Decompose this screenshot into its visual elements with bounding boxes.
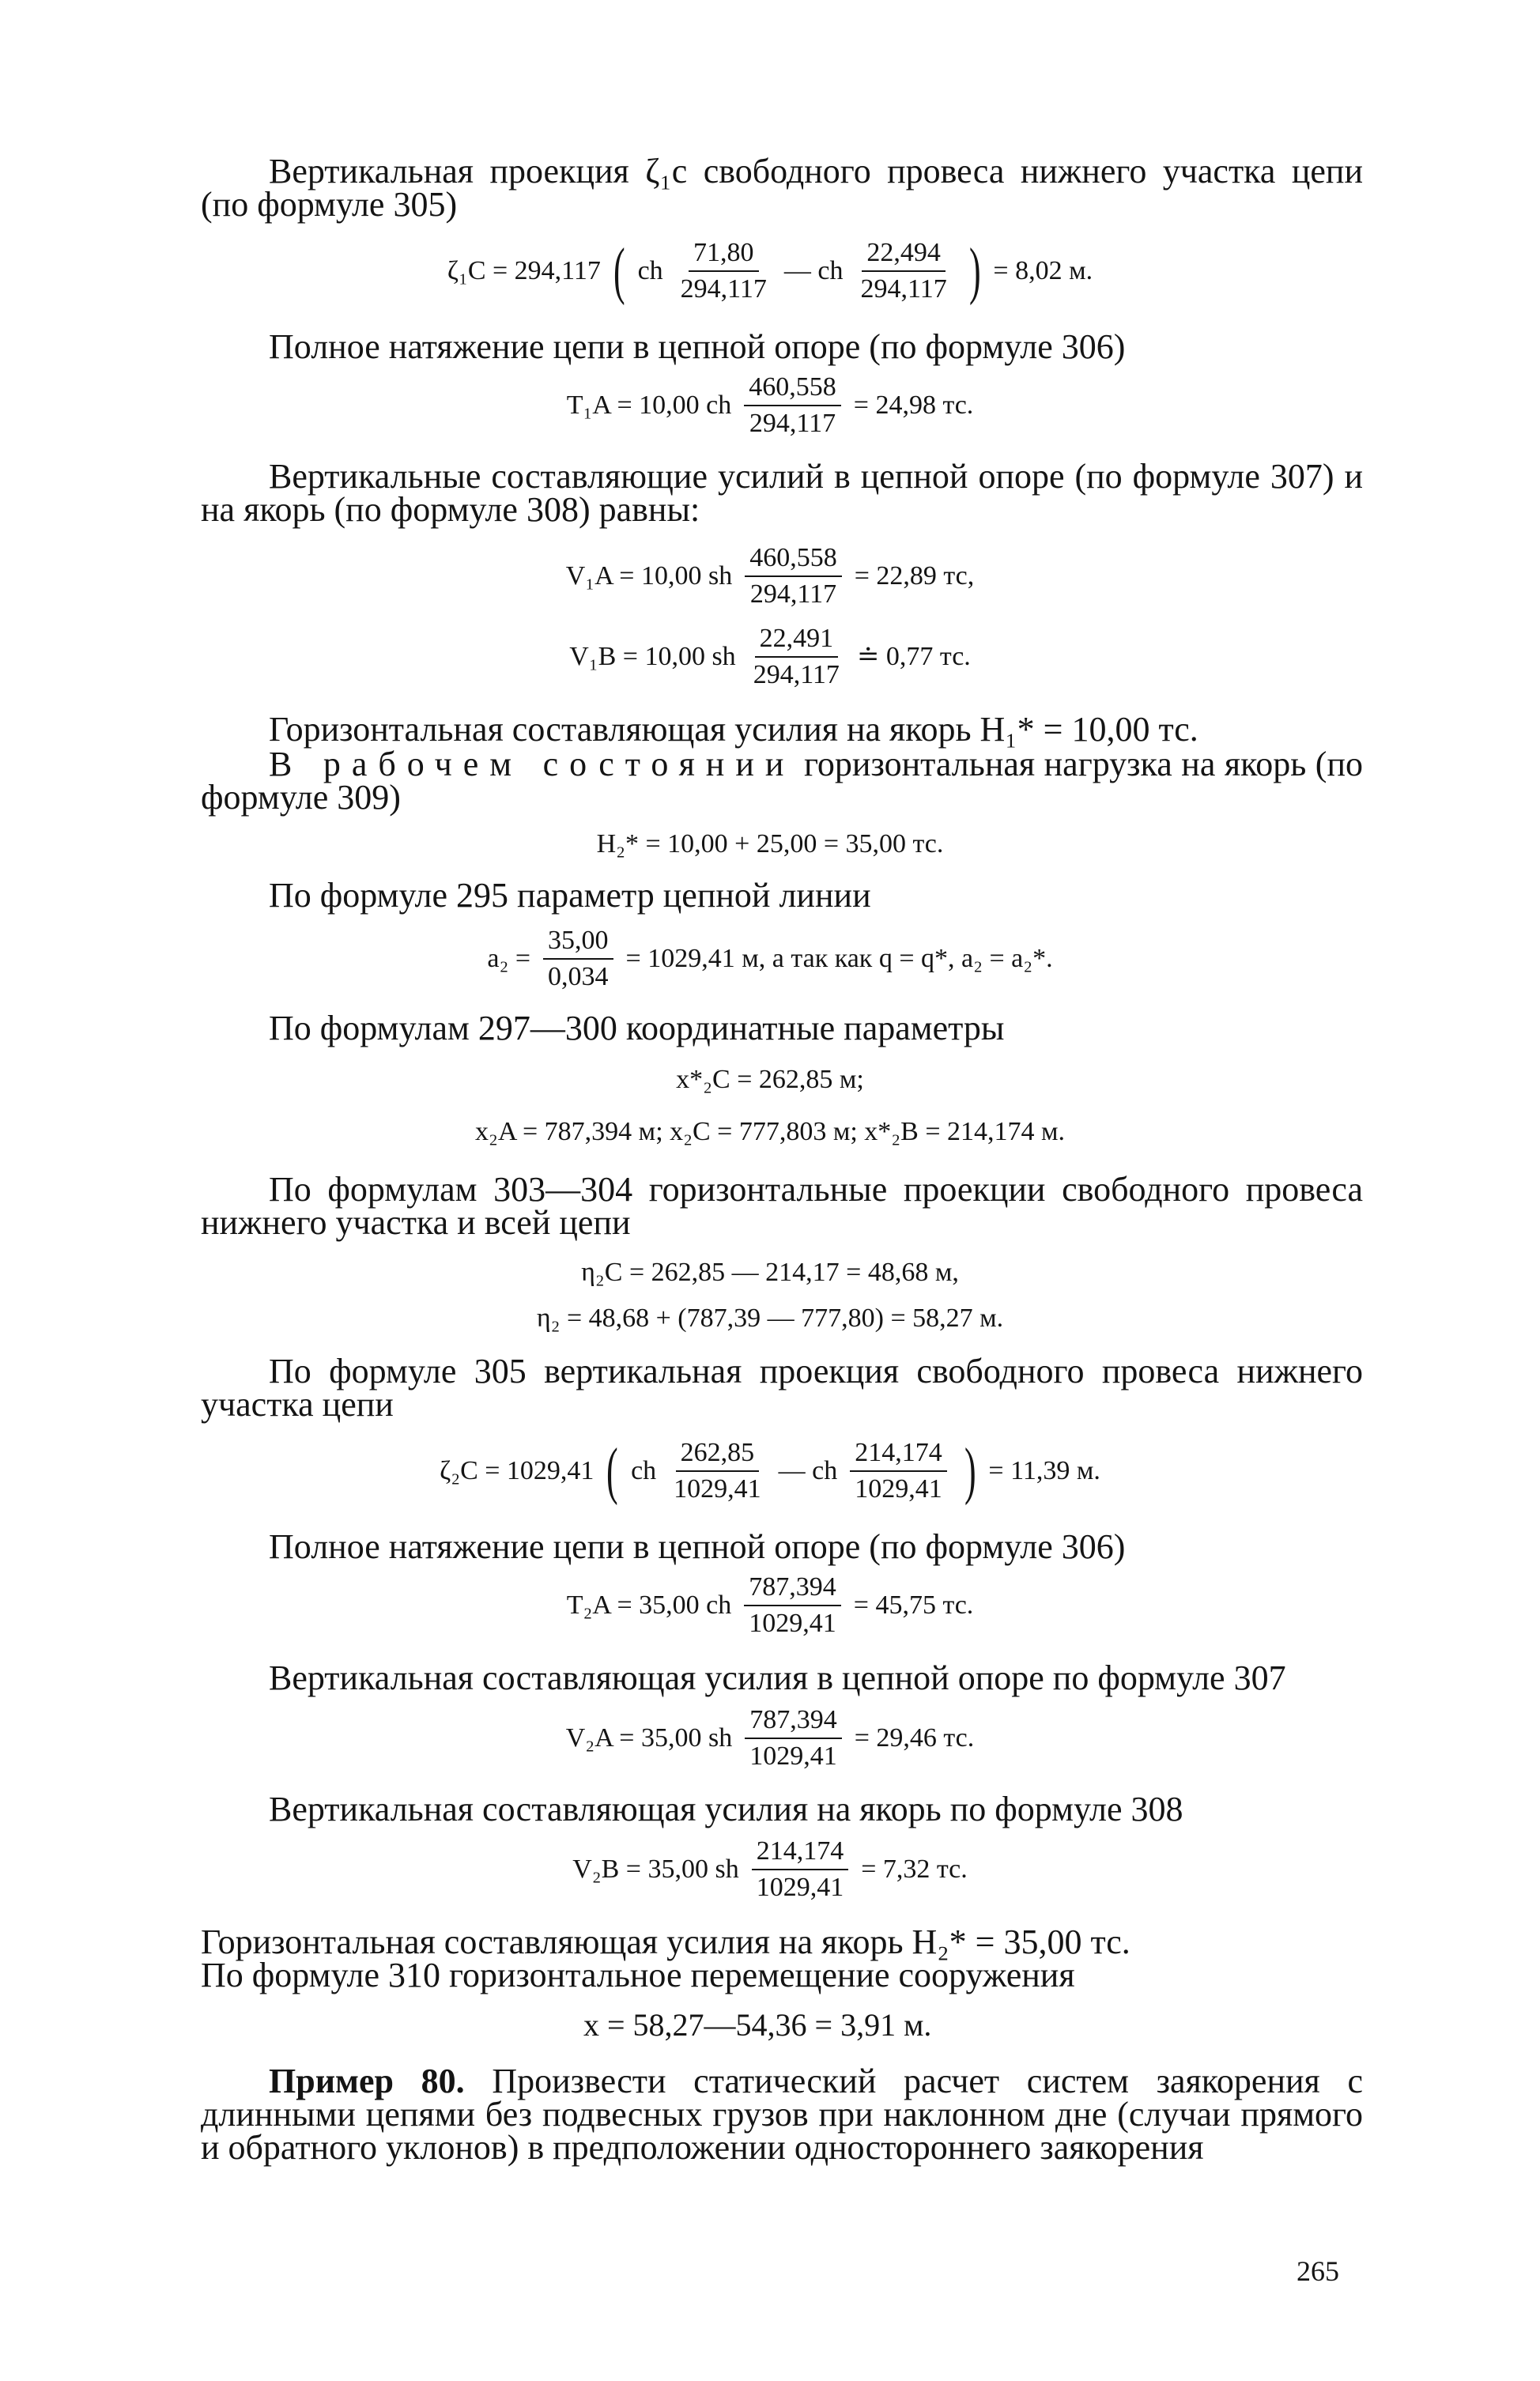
eq-operator: — ch [783, 256, 844, 285]
eq-numerator: 22,491 [755, 623, 839, 658]
eq-numerator: 214,174 [752, 1836, 849, 1870]
eq-lhs: ζ₂C = 1029,41 [440, 1456, 594, 1485]
equation-x2c-star: x*₂C = 262,85 м; [676, 1065, 864, 1094]
eq-lhs: T₁A = 10,00 ch [566, 391, 732, 420]
eq-lhs: V₁A = 10,00 sh [565, 561, 733, 591]
eq-numerator: 262,85 [676, 1437, 760, 1472]
eq-rhs: = 11,39 м. [988, 1456, 1100, 1485]
eq-lhs: T₂A = 35,00 ch [566, 1590, 732, 1620]
example-heading: Пример 80. [269, 2062, 465, 2100]
equation-v2b [0, 1836, 1540, 1904]
eq-denominator: 294,117 [860, 274, 947, 304]
eq-rhs: = 1029,41 м, а так как q = q*, a₂ = a₂*. [625, 944, 1053, 973]
equation-t1a [0, 372, 1540, 440]
eq-lhs: a₂ = [487, 944, 531, 973]
equation-x-params: x₂A = 787,394 м; x₂C = 777,803 м; x*₂B = 214,174 м. [474, 1117, 1066, 1146]
equation-eta2c: η₂C = 262,85 — 214,17 = 48,68 м, [581, 1258, 959, 1287]
eq-denominator: 294,117 [749, 579, 837, 609]
paragraph-15 [201, 2062, 1363, 2167]
eq-lhs: V₂A = 35,00 sh [565, 1723, 733, 1753]
spaced-phrase: В рабочем состоянии [269, 745, 795, 783]
eq-denominator: 294,117 [753, 660, 840, 689]
equation-zeta-1c: ζ₁C = 294,117 ( ch $\frac{71,80}{294,117}$ — ch $\frac{22,494}{294,117}$ ) = 8,02 м. [447, 236, 1093, 306]
paragraph-12: Вертикальная составляющая усилия на якорь по формуле 308 [269, 1790, 1183, 1828]
paragraph-5 [201, 745, 1363, 817]
eq-rhs: = 45,75 тс. [853, 1590, 974, 1620]
paragraph-5-text: горизонтальная нагрузка на якорь (по формуле 309) [201, 745, 1363, 817]
paragraph-8: По формулам 303—304 горизонтальные проекции свободного провеса нижнего участка и всей цепи [201, 1170, 1363, 1242]
eq-rhs: = 29,46 тс. [854, 1723, 975, 1753]
eq-denominator: 294,117 [680, 274, 767, 304]
paragraph-7: По формулам 297—300 координатные параметры [269, 1009, 1005, 1047]
equation-zeta-2c: ζ₂C = 1029,41 ( ch $\frac{262,85}{1029,41}$ — ch $\frac{214,174}{1029,41}$ ) = 11,39 м. [440, 1436, 1100, 1506]
eq-denominator: 294,117 [749, 409, 836, 438]
paragraph-6: По формуле 295 параметр цепной линии [269, 876, 871, 915]
eq-numerator: 214,174 [850, 1437, 947, 1472]
equation-x: x = 58,27—54,36 = 3,91 м. [583, 2007, 932, 2043]
equation-v2a [0, 1704, 1540, 1772]
equation-eta2: η₂ = 48,68 + (787,39 — 777,80) = 58,27 м. [536, 1304, 1004, 1333]
eq-denominator: 1029,41 [749, 1741, 837, 1771]
eq-denominator: 1029,41 [855, 1474, 942, 1504]
eq-numerator: 22,494 [862, 237, 946, 272]
eq-denominator: 1029,41 [674, 1474, 761, 1504]
paragraph-2: Полное натяжение цепи в цепной опоре (по формуле 306) [269, 327, 1126, 366]
paragraph-14: По формуле 310 горизонтальное перемещение сооружения [201, 1956, 1075, 1994]
paragraph-11: Вертикальная составляющая усилия в цепной опоре по формуле 307 [269, 1658, 1286, 1697]
paragraph-10: Полное натяжение цепи в цепной опоре (по формуле 306) [269, 1527, 1126, 1566]
eq-rhs: = 7,32 тс. [861, 1855, 968, 1884]
paragraph-13: Горизонтальная составляющая усилия на якорь H₂* = 35,00 тс. [201, 1923, 1130, 1961]
eq-lhs: V₂B = 35,00 sh [572, 1855, 739, 1884]
eq-lhs: V₁B = 10,00 sh [569, 642, 736, 671]
eq-denominator: 1029,41 [749, 1609, 836, 1638]
paragraph-15-text: Произвести статический расчет систем заякорения с длинными цепями без подвесных грузов при наклонном дне (случаи прямого и обратного уклонов) в предположении одностороннего заякорения [201, 2062, 1363, 2167]
paragraph-1: Вертикальная проекция ζ₁c свободного провеса нижнего участка цепи (по формуле 305) [201, 152, 1363, 224]
eq-rhs: = 8,02 м. [993, 256, 1093, 285]
paragraph-4: Горизонтальная составляющая усилия на якорь H₁* = 10,00 тс. [269, 710, 1198, 749]
paragraph-3: Вертикальные составляющие усилий в цепной опоре (по формуле 307) и на якорь (по формуле 308) равны: [201, 457, 1363, 529]
eq-numerator: 460,558 [744, 372, 841, 406]
page-number: 265 [1297, 2255, 1339, 2287]
equation-v1a [0, 542, 1540, 610]
eq-denominator: 0,034 [548, 962, 609, 991]
paragraph-9: По формуле 305 вертикальная проекция свободного провеса нижнего участка цепи [201, 1352, 1363, 1424]
eq-rhs: = 22,89 тс, [854, 561, 975, 591]
equation-v1b [0, 623, 1540, 691]
equation-h2: H₂* = 10,00 + 25,00 = 35,00 тс. [596, 829, 944, 858]
equation-a2 [0, 925, 1540, 993]
eq-numerator: 787,394 [745, 1704, 842, 1739]
eq-operator: — ch [778, 1456, 838, 1485]
eq-rhs: = 24,98 тс. [853, 391, 974, 420]
eq-numerator: 71,80 [689, 237, 759, 272]
eq-lhs: ζ₁C = 294,117 [447, 256, 601, 285]
eq-numerator: 460,558 [745, 542, 842, 577]
eq-denominator: 1029,41 [756, 1873, 844, 1902]
eq-numerator: 787,394 [744, 1572, 841, 1606]
equation-t2a [0, 1572, 1540, 1640]
eq-rhs: ≐ 0,77 тс. [856, 642, 971, 671]
eq-numerator: 35,00 [543, 925, 613, 960]
